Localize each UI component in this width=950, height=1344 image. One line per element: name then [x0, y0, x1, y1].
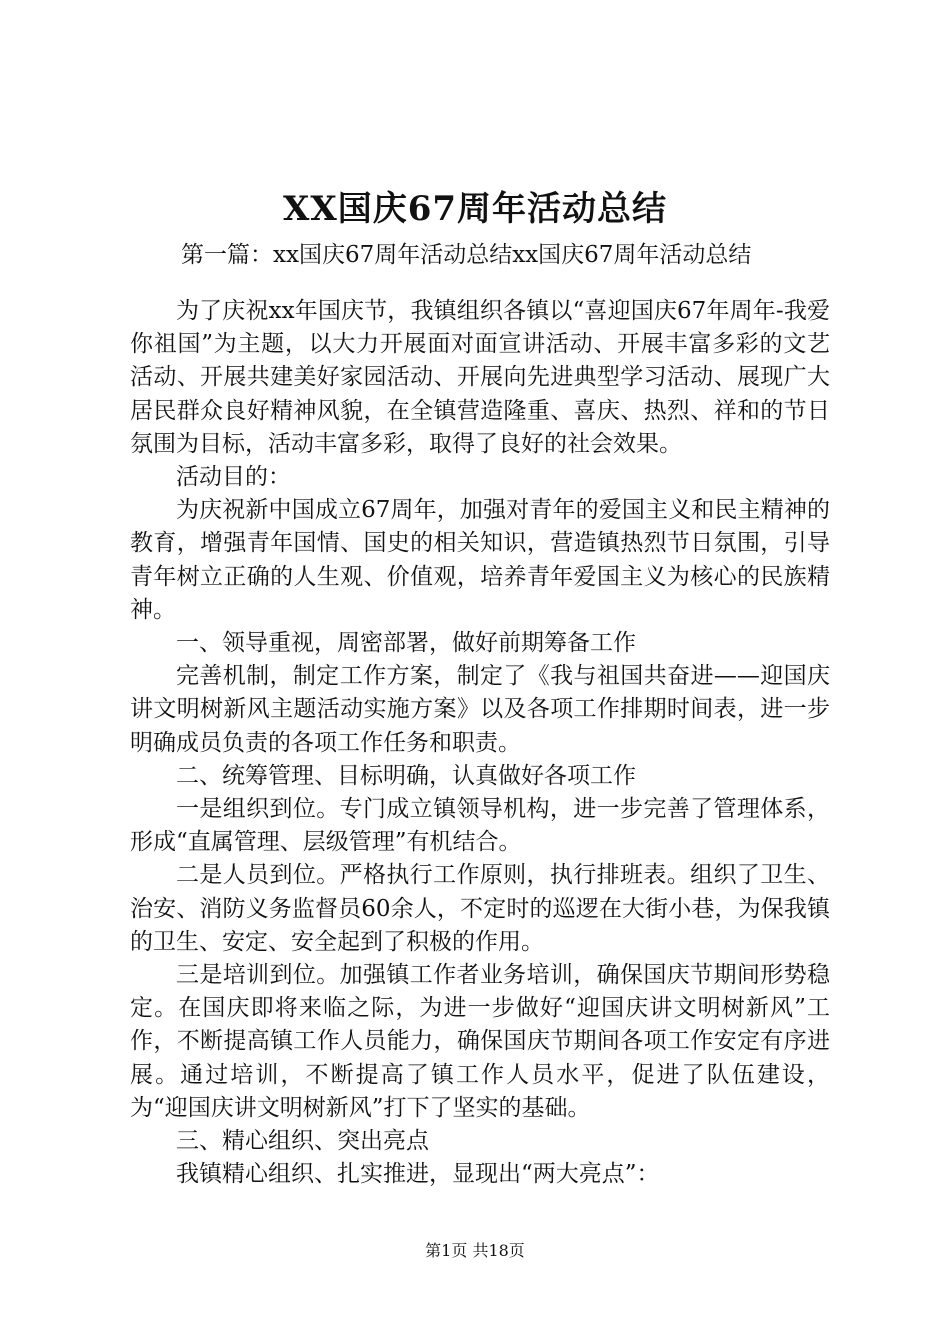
paragraph-organization: 一是组织到位。专门成立镇领导机构，进一步完善了管理体系，形成“直属管理、层级管理”有机结合。 — [130, 796, 830, 856]
section-heading-3: 三、精心组织、突出亮点 — [176, 1128, 429, 1155]
paragraph-section-1: 完善机制，制定工作方案，制定了《我与祖国共奋进——迎国庆讲文明树新风主题活动实施方案》以及各项工作排期时间表，进一步明确成员负责的各项工作任务和职责。 — [130, 663, 830, 756]
section-heading-2: 二、统筹管理、目标明确，认真做好各项工作 — [176, 762, 636, 789]
page-footer: 第1页 共18页 — [425, 1241, 525, 1260]
paragraph-training: 三是培训到位。加强镇工作者业务培训，确保国庆节期间形势稳定。在国庆即将来临之际，为进一步做好“迎国庆讲文明树新风”工作，不断提高镇工作人员能力，确保国庆节期间各项工作安定有序进展。通过培训，不断提高了镇工作人员水平，促进了队伍建设，为“迎国庆讲文明树新风”打下了坚实的基础。 — [130, 962, 830, 1121]
paragraph-purpose: 为庆祝新中国成立67周年，加强对青年的爱国主义和民主精神的教育，增强青年国情、国史的相关知识，营造镇热烈节日氛围，引导青年树立正确的人生观、价值观，培养青年爱国主义为核心的民族精神。 — [130, 497, 830, 623]
paragraph-intro: 为了庆祝xx年国庆节，我镇组织各镇以“喜迎国庆67年周年-我爱你祖国”为主题，以大力开展面对面宣讲活动、开展丰富多彩的文艺活动、开展共建美好家园活动、开展向先进典型学习活动、展现广大居民群众良好精神风貌，在全镇营造隆重、喜庆、热烈、祥和的节日氛围为目标，活动丰富多彩，取得了良好的社会效果。 — [130, 298, 830, 457]
paragraph-purpose-heading: 活动目的： — [176, 464, 291, 491]
document-body — [130, 295, 830, 1191]
section-heading-1: 一、领导重视，周密部署，做好前期筹备工作 — [176, 630, 636, 657]
paragraph-personnel: 二是人员到位。严格执行工作原则，执行排班表。组织了卫生、治安、消防义务监督员60余人，不定时的巡逻在大街小巷，为保我镇的卫生、安定、安全起到了积极的作用。 — [130, 862, 830, 955]
document-subtitle: 第一篇：xx国庆67周年活动总结xx国庆67周年活动总结 — [181, 242, 752, 268]
document-title: XX国庆67周年活动总结 — [282, 189, 668, 229]
paragraph-highlights: 我镇精心组织、扎实推进，显现出“两大亮点”： — [176, 1161, 660, 1188]
